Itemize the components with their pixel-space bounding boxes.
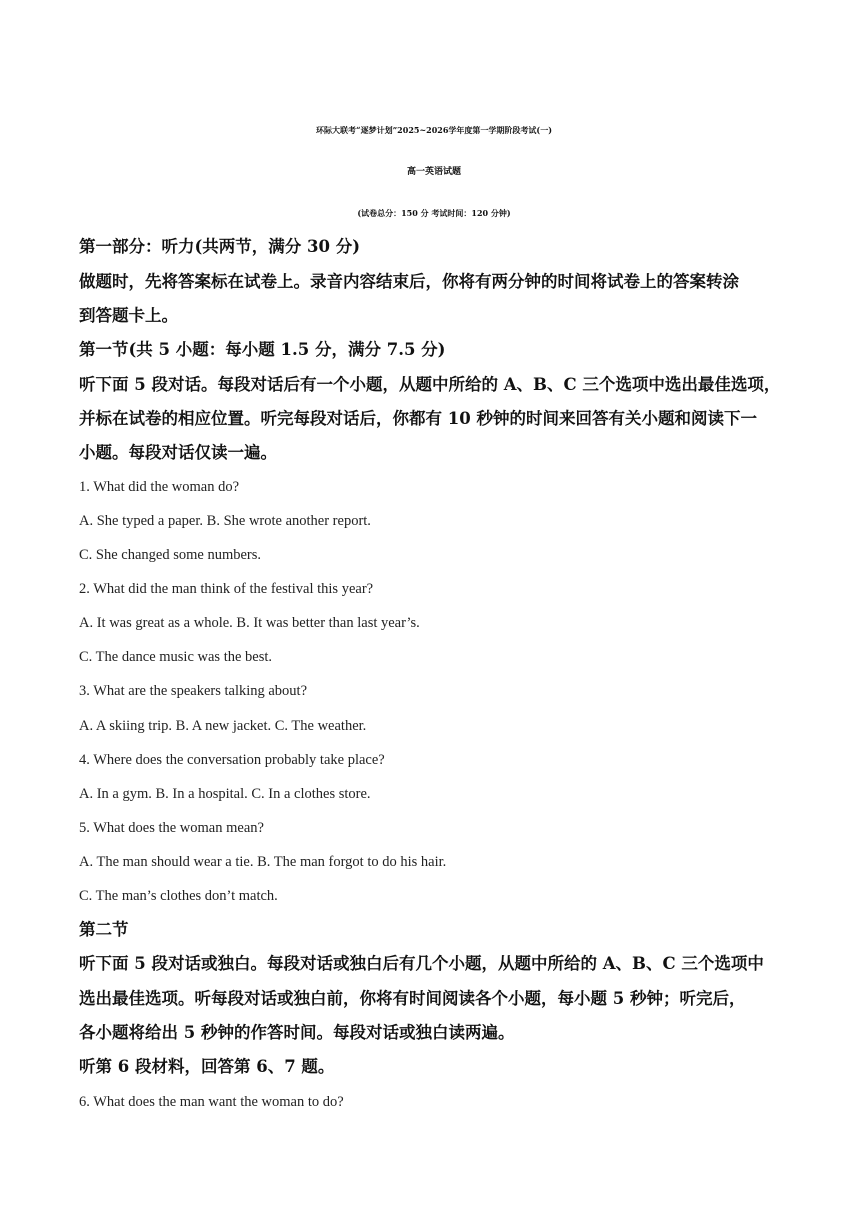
- question-line: 2. What did the man think of the festival this year?: [79, 581, 374, 597]
- option-line: A. She typed a paper. B. She wrote another report.: [79, 513, 371, 529]
- question-line: 3. What are the speakers talking about?: [79, 683, 308, 699]
- option-line: A. In a gym. B. In a hospital. C. In a clothes store.: [79, 786, 371, 802]
- material-prompt: 听第 6 段材料，回答第 6、7 题。: [79, 1057, 335, 1076]
- question-line: 6. What does the man want the woman to do?: [79, 1094, 344, 1110]
- section2-instruction-line: 选出最佳选项。听每段对话或独白前，你将有时间阅读各个小题，每小题 5 秒钟；听完后，: [79, 989, 746, 1008]
- section2-instruction-line: 听下面 5 段对话或独白。每段对话或独白后有几个小题，从题中所给的 A、B、C 三个选项中: [79, 954, 764, 973]
- option-line: C. She changed some numbers.: [79, 547, 262, 563]
- part1-instruction-line: 做题时，先将答案标在试卷上。录音内容结束后，你将有两分钟的时间将试卷上的答案转涂: [79, 272, 739, 291]
- question-line: 4. Where does the conversation probably take place?: [79, 752, 385, 768]
- question-line: 5. What does the woman mean?: [79, 820, 264, 836]
- exam-info: (试卷总分：150 分 考试时间：120 分钟): [357, 208, 511, 218]
- exam-subtitle: 高一英语试题: [406, 167, 461, 177]
- part1-heading: 第一部分：听力(共两节，满分 30 分): [79, 237, 361, 256]
- section1-heading: 第一节(共 5 小题：每小题 1.5 分，满分 7.5 分): [79, 340, 446, 359]
- section1-instruction-line: 听下面 5 段对话。每段对话后有一个小题，从题中所给的 A、B、C 三个选项中选出最佳选项，: [79, 375, 781, 394]
- option-line: C. The dance music was the best.: [79, 649, 273, 665]
- option-line: A. The man should wear a tie. B. The man forgot to do his hair.: [79, 854, 447, 870]
- section2-heading: 第二节: [79, 920, 129, 939]
- question-line: 1. What did the woman do?: [79, 479, 240, 495]
- exam-title: 环际大联考“逐梦计划”2025~2026学年度第一学期阶段考试(一): [315, 125, 552, 135]
- part1-instruction-line: 到答题卡上。: [79, 306, 178, 325]
- option-line: C. The man’s clothes don’t match.: [79, 888, 278, 904]
- section2-instruction-line: 各小题将给出 5 秒钟的作答时间。每段对话或独白读两遍。: [79, 1023, 515, 1042]
- section1-instruction-line: 并标在试卷的相应位置。听完每段对话后，你都有 10 秒钟的时间来回答有关小题和阅读下一: [79, 409, 757, 428]
- option-line: A. It was great as a whole. B. It was better than last year’s.: [79, 615, 420, 631]
- section1-instruction-line: 小题。每段对话仅读一遍。: [79, 443, 277, 462]
- option-line: A. A skiing trip. B. A new jacket. C. The weather.: [79, 718, 367, 734]
